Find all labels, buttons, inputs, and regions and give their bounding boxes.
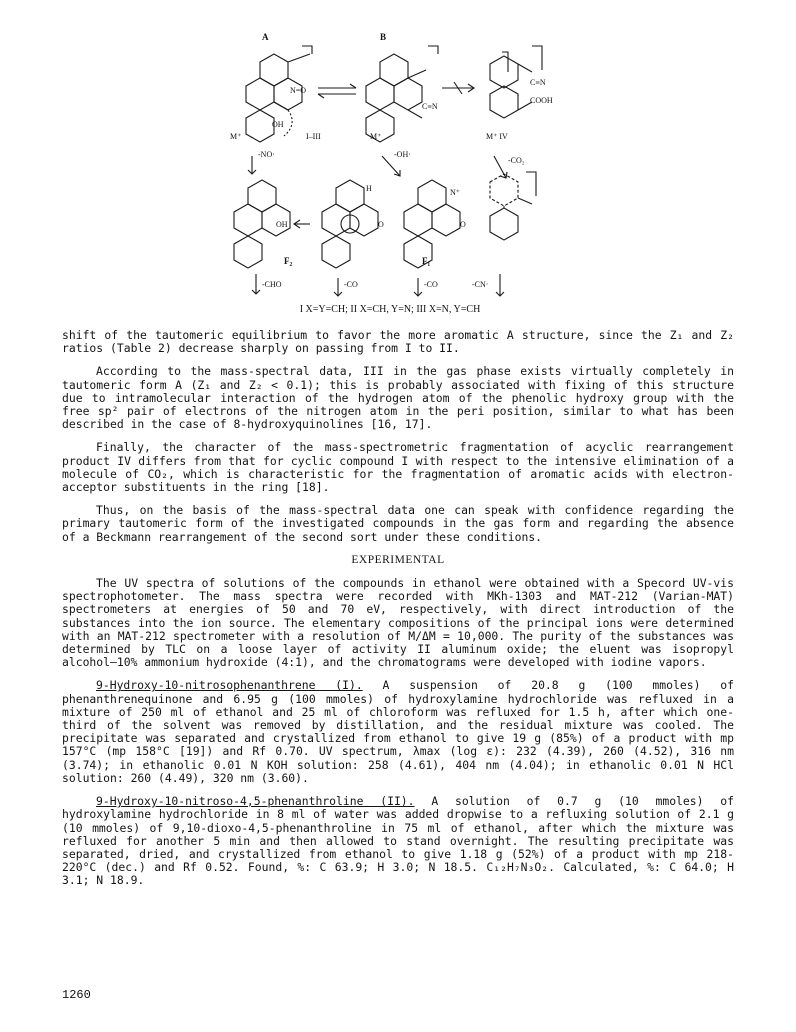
loss-cho: -CHO <box>262 280 282 289</box>
reaction-scheme <box>160 24 620 324</box>
paragraph-4: Thus, on the basis of the mass-spectral data one can speak with confidence regarding the primary tautomeric form of the investigated compounds in the gas form and regarding the absence of a Beckmann rearrangement of the second sort under these conditions. <box>62 503 734 544</box>
structure-iv <box>490 56 532 118</box>
atom-label-oh2: OH <box>276 220 288 229</box>
atom-label-o1: O <box>378 220 384 229</box>
structure-a <box>246 52 508 142</box>
atom-label-o2: O <box>460 220 466 229</box>
fragment-center <box>322 180 378 268</box>
atom-label-h: H <box>366 184 372 193</box>
row1-label-3: M⁺ <box>370 132 382 141</box>
loss-co-b: -CO <box>424 280 438 289</box>
paragraph-5: The UV spectra of solutions of the compounds in ethanol were obtained with a Specord UV-vis spectrophotometer. The mass spectra were recorded with MKh-1303 and MAT-212 (Varian-MAT) spectrometers at energies of 50 and 70 eV, respectively, with direct introduction of the substances into the ion source. The elementary compositions of the principal ions were determined with an MAT-212 spectrometer with a resolution of M/ΔM = 10,000. The purity of the substances was determined by TLC on a loose layer of activity II aluminum oxide; the eluent was isopropyl alcohol–10% ammonium hydroxide (4:1), and the chromatograms were developed with iodine vapors. <box>62 576 734 670</box>
loss-oh: -OH· <box>394 150 411 159</box>
paragraph-1: shift of the tautomeric equilibrium to favor the more aromatic A structure, since the Z₁ and Z₂ ratios (Table 2) decrease sharply on passing from I to II. <box>62 328 734 356</box>
scheme-caption: I X=Y=CH; II X=CH, Y=N; III X=N, Y=CH <box>299 304 481 315</box>
row1-label-1: M⁺ <box>230 132 242 141</box>
label-b: B <box>380 32 387 42</box>
loss-cn: -CN· <box>472 280 489 289</box>
article-body <box>62 329 734 898</box>
fragment-right <box>490 174 532 240</box>
label-f2: F₂ <box>284 256 293 266</box>
paragraph-6-text: A suspension of 20.8 g (100 mmoles) of phenanthrenequinone and 6.95 g (100 mmoles) of hydroxylamine hydrochloride was refluxed in a mixture of 250 ml of ethanol and 25 ml of chloroform was refluxed for 1.5 h, after which one-third of the solvent was removed by distillation, and the residual mixture was cooled. The precipitate was separated and crystallized from ethanol to give 19 g (85%) of a product with mp 157°C (mp 158°C [19]) and Rf 0.70. UV spectrum, λmax (log ε): 232 (4.39), 260 (4.52), 316 nm (3.74); in ethanolic 0.01 N KOH solution: 258 (4.61), 404 nm (4.04); in ethanolic 0.01 N HCl solution: 260 (4.49), 320 nm (3.60). <box>62 678 734 785</box>
paragraph-7 <box>62 795 734 887</box>
loss-co2: -CO₂ <box>508 156 525 165</box>
structure-b <box>366 54 426 142</box>
page-number: 1260 <box>62 988 91 1002</box>
loss-no: -NO· <box>258 150 275 159</box>
atom-label-n-plus: N⁺ <box>450 188 460 197</box>
paragraph-7-text: A solution of 0.7 g (10 mmoles) of hydroxylamine hydrochloride in 8 ml of water was added dropwise to a refluxing solution of 2.1 g (10 mmoles) of 9,10-dioxo-4,5-phenanthroline in 75 ml of ethanol, after which the mixture was refluxed for another 5 min and then allowed to stand overnight. The resulting precipitate was separated, dried, and crystallized from ethanol to give 1.18 g (52%) of a product with mp 218-220°C (dec.) and Rf 0.52. Found, %: C 63.9; H 3.0; N 18.5. C₁₂H₇N₃O₂. Calculated, %: C 64.0; H 3.1; N 18.9. <box>62 794 734 888</box>
atom-label-cooh: COOH <box>530 96 553 105</box>
atom-label-no: N=O <box>290 86 307 95</box>
loss-co-a: -CO <box>344 280 358 289</box>
atom-label-cn-b: C≡N <box>422 102 438 111</box>
paragraph-6 <box>62 679 734 785</box>
label-a: A <box>262 32 269 42</box>
paragraph-2: According to the mass-spectral data, III in the gas phase exists virtually completely in tautomeric form A (Z₁ and Z₂ < 0.1); this is probably associated with fixing of this structure due to intramolecular interaction of the hydrogen atom of the phenolic hydroxy group with the free sp² pair of electrons of the nitrogen atom in the peri position, similar to what has been described in the case of 8-hydroxyquinolines [16, 17]. <box>62 364 734 432</box>
atom-label-cn: C≡N <box>530 78 546 87</box>
label-f1: F₁ <box>422 256 431 266</box>
compound-title-2: 9-Hydroxy-10-nitroso-4,5-phenanthroline (II). <box>96 794 415 809</box>
row1-label-4: M⁺ IV <box>486 132 508 141</box>
atom-label-oh: OH <box>272 120 284 129</box>
row1-label-2: I–III <box>306 132 321 141</box>
compound-title-1: 9-Hydroxy-10-nitrosophenanthrene (I). <box>96 678 363 693</box>
section-heading: EXPERIMENTAL <box>351 553 445 566</box>
paragraph-3: Finally, the character of the mass-spectrometric fragmentation of acyclic rearrangement product IV differs from that for cyclic compound I with respect to the intensive elimination of a molecule of CO₂, which is characteristic for the fragmentation of aromatic acids with electron-acceptor substituents in the ring [18]. <box>62 440 734 495</box>
scheme-structures <box>160 24 620 304</box>
